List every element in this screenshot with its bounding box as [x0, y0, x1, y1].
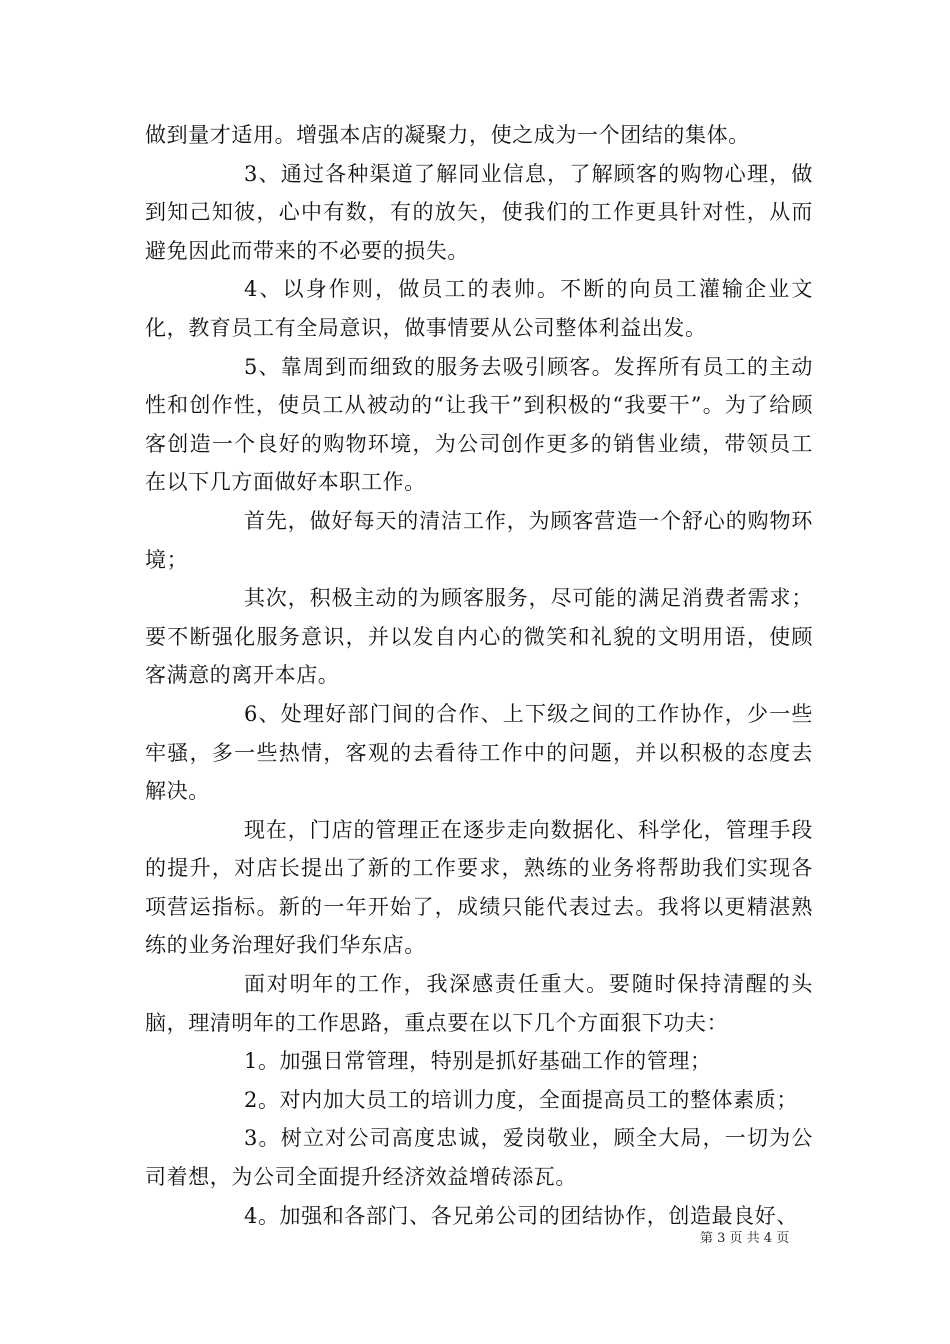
paragraph-2: 3、通过各种渠道了解同业信息，了解顾客的购物心理，做到知己知彼，心中有数，有的放矢，使我们的工作更具针对性，从而避免因此而带来的不必要的损失。: [145, 161, 813, 263]
paragraph-10: 1。加强日常管理，特别是抓好基础工作的管理；: [244, 1049, 712, 1074]
paragraph-9: 面对明年的工作，我深感责任重大。要随时保持清醒的头脑，理清明年的工作思路，重点要在以下几个方面狠下功夫：: [145, 972, 813, 1035]
paragraph-4: 5、靠周到而细致的服务去吸引顾客。发挥所有员工的主动性和创作性，使员工从被动的“让我干”到积极的“我要干”。为了给顾客创造一个良好的购物环境，为公司创作更多的销售业绩，带领员工在以下几方面做好本职工作。: [145, 354, 813, 495]
paragraph-5: 首先，做好每天的清洁工作，为顾客营造一个舒心的购物环境；: [145, 508, 813, 572]
paragraph-6: 其次，积极主动的为顾客服务，尽可能的满足消费者需求；要不断强化服务意识，并以发自内心的微笑和礼貌的文明用语，使顾客满意的离开本店。: [145, 586, 813, 688]
paragraph-8: 现在，门店的管理正在逐步走向数据化、科学化，管理手段的提升，对店长提出了新的工作要求，熟练的业务将帮助我们实现各项营运指标。新的一年开始了，成绩只能代表过去。我将以更精湛熟练的业务治理好我们华东店。: [145, 817, 813, 958]
paragraph-12: 3。树立对公司高度忠诚，爱岗敬业，顾全大局，一切为公司着想，为公司全面提升经济效益增砖添瓦。: [145, 1126, 813, 1190]
paragraph-11: 2。对内加大员工的培训力度，全面提高员工的整体素质；: [244, 1087, 798, 1112]
paragraph-7: 6、处理好部门间的合作、上下级之间的工作协作，少一些牢骚，多一些热情，客观的去看待工作中的问题，并以积极的态度去解决。: [145, 701, 813, 804]
paragraph-3: 4、以身作则，做员工的表帅。不断的向员工灌输企业文化，教育员工有全局意识，做事情要从公司整体利益出发。: [145, 277, 813, 340]
page-number-footer: 第 3 页 共 4 页: [700, 1231, 790, 1246]
document-body: [145, 116, 813, 1235]
paragraph-13: 4。加强和各部门、各兄弟公司的团结协作，创造最良好、: [244, 1203, 798, 1228]
paragraph-1: 做到量才适用。增强本店的凝聚力，使之成为一个团结的集体。: [145, 123, 750, 147]
